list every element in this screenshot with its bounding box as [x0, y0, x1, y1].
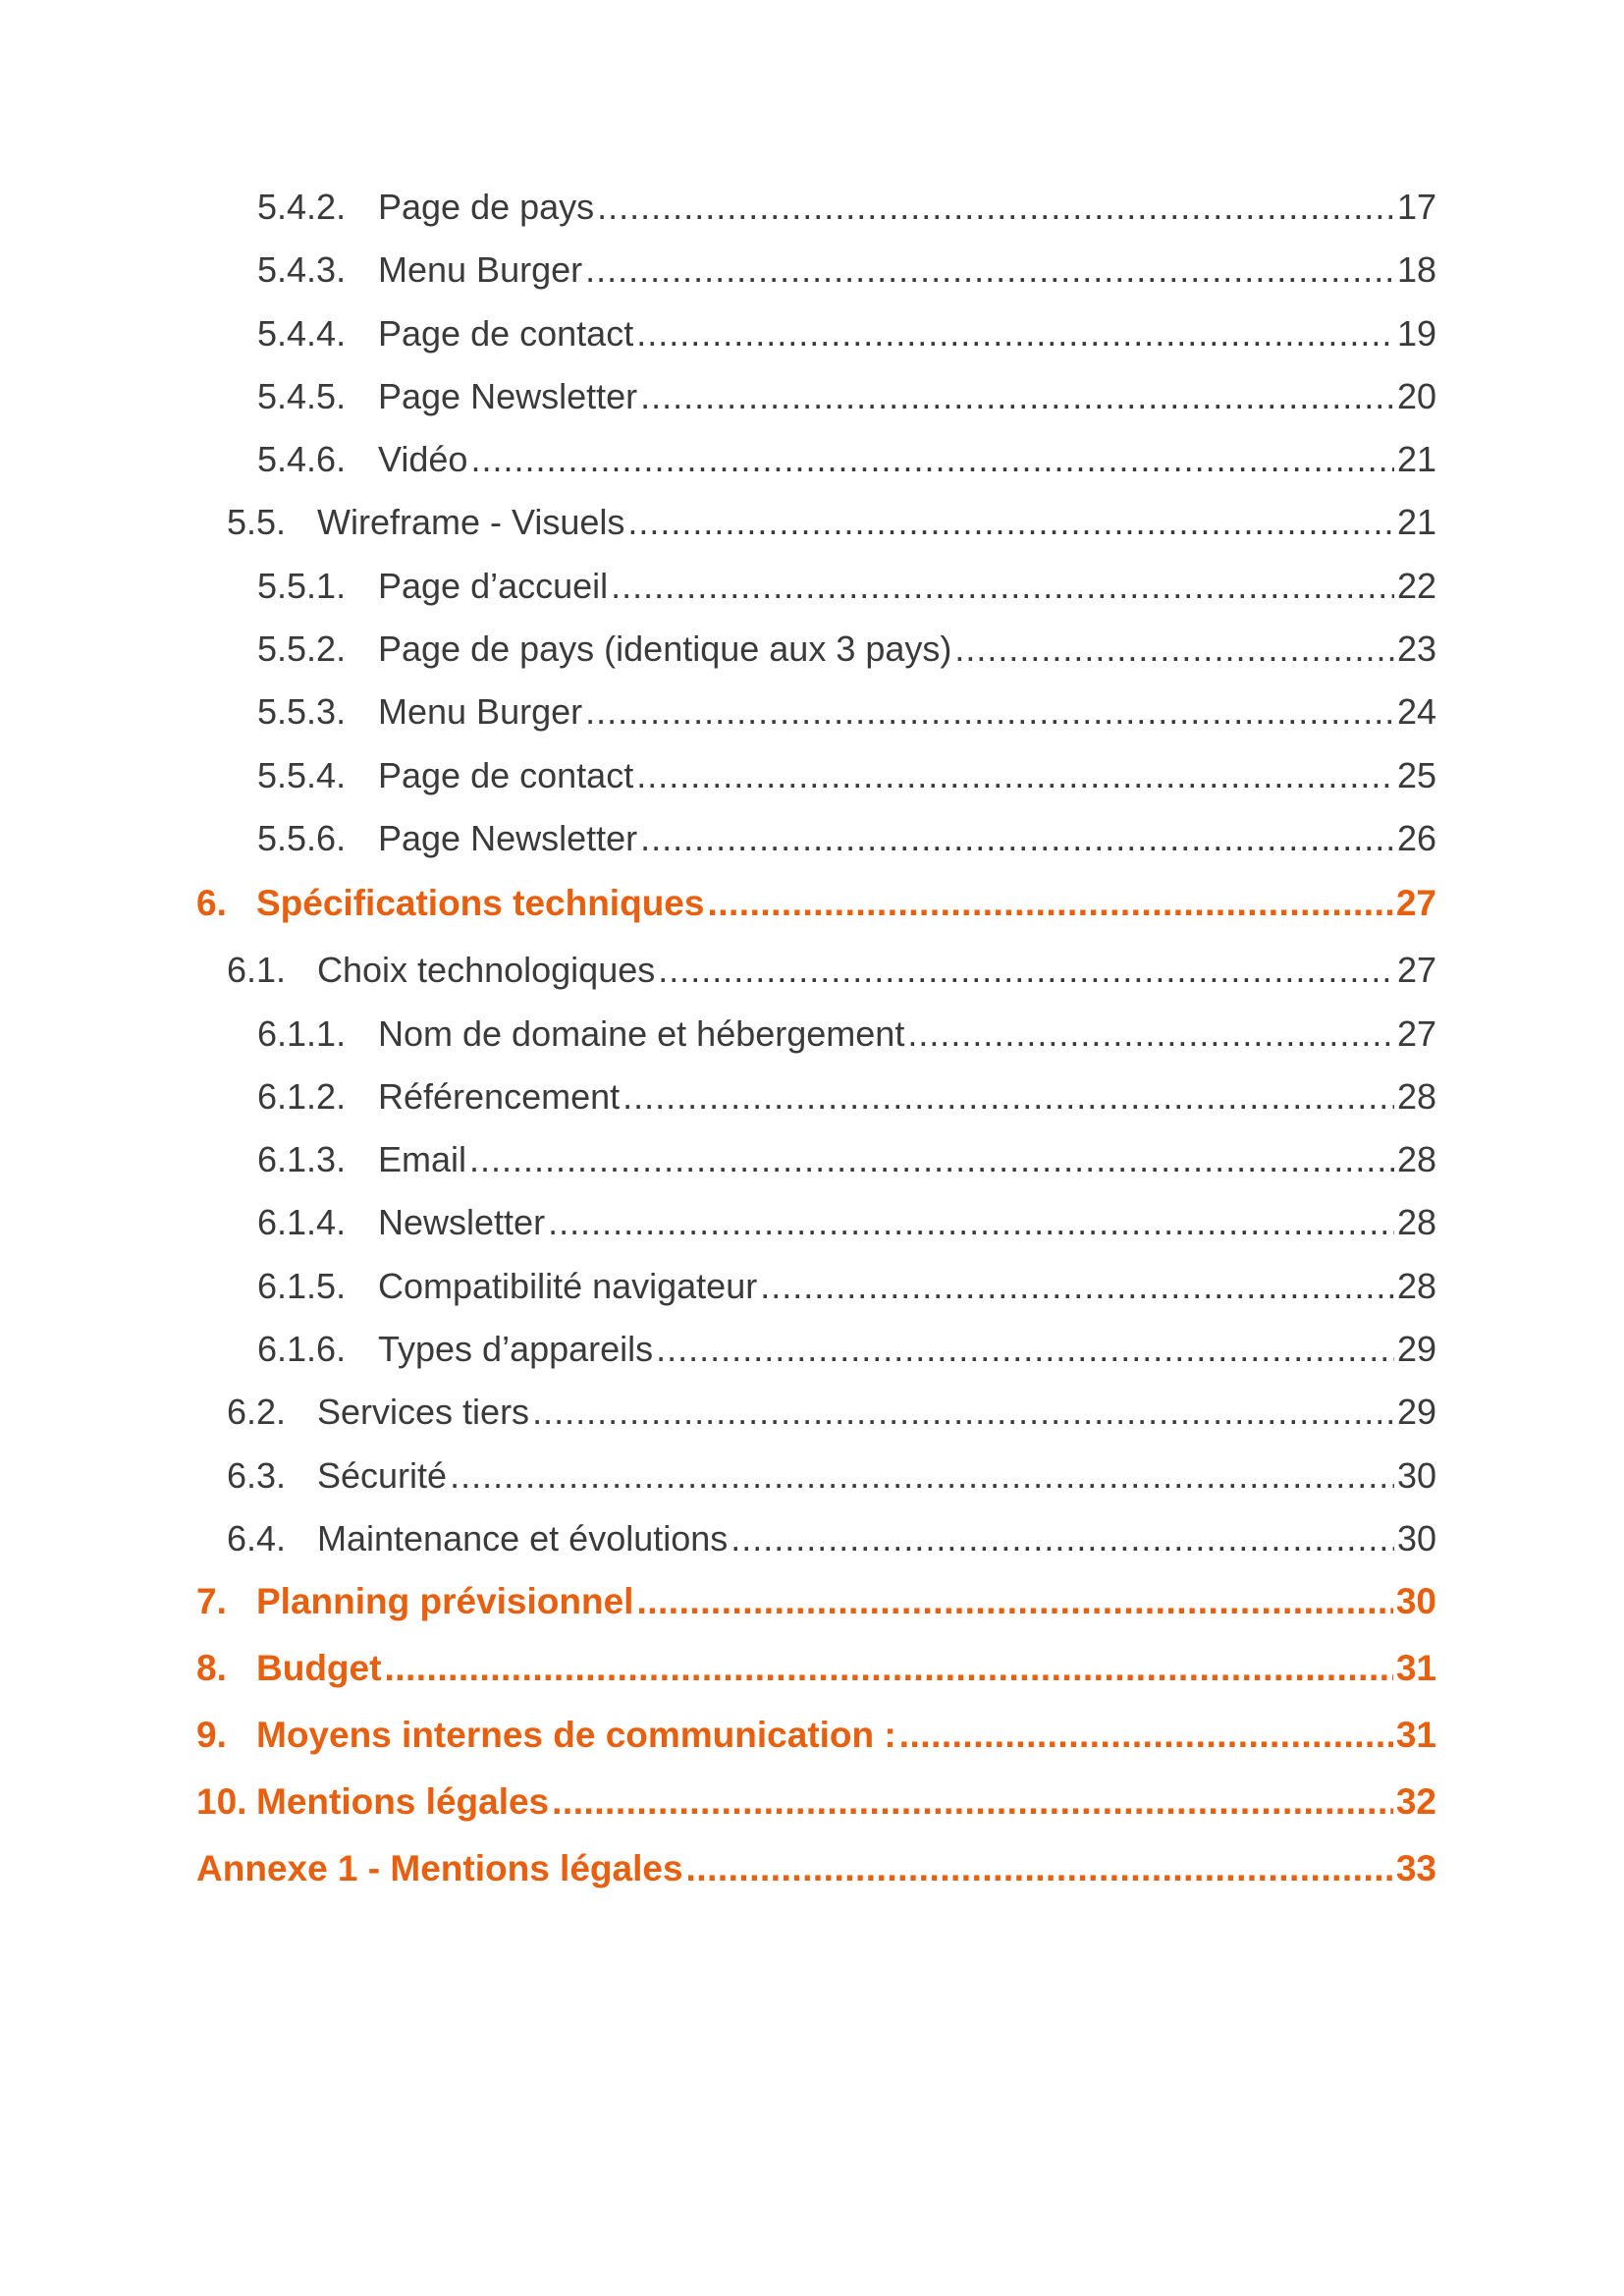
- toc-dot-leader: [899, 1715, 1393, 1756]
- toc-entry-number: 5.4.2.: [257, 187, 347, 227]
- toc-entry-page-number: 19: [1396, 312, 1436, 354]
- toc-entry-title: Choix technologiques: [317, 950, 656, 991]
- toc-entry-number: 8.: [196, 1648, 227, 1689]
- toc-entry-title: Page de contact: [378, 754, 634, 795]
- toc-entry-page-number: 22: [1396, 565, 1436, 606]
- toc-entry-title: Wireframe - Visuels: [317, 502, 625, 543]
- toc-entry-title: Page Newsletter: [378, 375, 638, 416]
- toc-entry[interactable]: [196, 1076, 1436, 1139]
- toc-entry-page-number: 30: [1396, 1517, 1436, 1558]
- toc-entry[interactable]: [196, 818, 1436, 881]
- toc-entry-number: 6.1.3.: [257, 1139, 347, 1180]
- toc-entry-number: 9.: [196, 1715, 227, 1756]
- toc-dot-leader: [636, 313, 1394, 355]
- toc-entry[interactable]: [196, 1329, 1436, 1392]
- toc-entry[interactable]: [196, 439, 1436, 502]
- toc-dot-leader: [627, 502, 1394, 543]
- toc-entry-title: Planning prévisionnel: [256, 1581, 634, 1622]
- toc-entry-title: Menu Burger: [378, 691, 583, 733]
- toc-entry-number: 6.4.: [227, 1517, 287, 1558]
- toc-dot-leader: [636, 1581, 1392, 1622]
- toc-entry-title: Page de contact: [378, 312, 634, 354]
- toc-entry-title: Mentions légales: [256, 1781, 550, 1823]
- toc-dot-leader: [623, 1076, 1394, 1118]
- toc-dot-leader: [552, 1781, 1393, 1823]
- toc-entry[interactable]: [196, 755, 1436, 818]
- toc-entry-title: Référencement: [378, 1075, 621, 1117]
- toc-entry-page-number: 28: [1396, 1139, 1436, 1180]
- toc-entry-page-number: 23: [1396, 629, 1436, 670]
- toc-entry-number: 5.5.: [227, 502, 287, 543]
- toc-entry-title: Page de pays: [378, 187, 595, 227]
- toc-entry-title: Page de pays (identique aux 3 pays): [378, 629, 952, 670]
- toc-entry[interactable]: [196, 1392, 1436, 1454]
- toc-entry-title: Nom de domaine et hébergement: [378, 1012, 905, 1054]
- toc-dot-leader: [469, 1139, 1394, 1180]
- toc-dot-leader: [611, 566, 1394, 607]
- toc-entry[interactable]: [196, 1781, 1436, 1848]
- toc-dot-leader: [597, 187, 1394, 228]
- toc-entry-number: 6.2.: [227, 1392, 287, 1433]
- toc-dot-leader: [640, 818, 1394, 859]
- toc-entry-page-number: 29: [1396, 1329, 1436, 1370]
- toc-dot-leader: [548, 1202, 1394, 1243]
- toc-entry-title: Annexe 1 - Mentions légales: [196, 1848, 683, 1889]
- toc-entry-number: 5.4.6.: [257, 439, 347, 480]
- toc-entry-number: 6.1.: [227, 950, 287, 991]
- toc-entry-number: 6.1.2.: [257, 1075, 347, 1117]
- toc-entry[interactable]: [196, 629, 1436, 691]
- toc-entry-title: Page d’accueil: [378, 565, 609, 606]
- toc-entry-title: Services tiers: [317, 1392, 530, 1433]
- toc-entry-number: 5.5.2.: [257, 629, 347, 670]
- toc-entry-number: 7.: [196, 1581, 227, 1622]
- toc-entry-page-number: 30: [1396, 1454, 1436, 1496]
- toc-entry[interactable]: [196, 502, 1436, 565]
- toc-dot-leader: [954, 629, 1394, 670]
- toc-entry-title: Types d’appareils: [378, 1329, 654, 1370]
- toc-entry[interactable]: [196, 1266, 1436, 1329]
- toc-entry[interactable]: [196, 1139, 1436, 1202]
- toc-dot-leader: [532, 1392, 1394, 1433]
- toc-dot-leader: [470, 439, 1394, 480]
- toc-entry-page-number: 28: [1396, 1265, 1436, 1306]
- toc-entry-page-number: 30: [1395, 1581, 1436, 1622]
- toc-entry[interactable]: [196, 883, 1436, 950]
- toc-entry-page-number: 26: [1396, 817, 1436, 858]
- toc-entry-page-number: 21: [1396, 439, 1436, 480]
- toc-entry[interactable]: [196, 187, 1436, 249]
- toc-entry-page-number: 27: [1396, 950, 1436, 991]
- toc-dot-leader: [658, 950, 1394, 991]
- toc-entry-page-number: 25: [1396, 754, 1436, 795]
- toc-entry-number: 5.4.3.: [257, 249, 347, 291]
- toc-entry-number: 6.1.4.: [257, 1202, 347, 1243]
- toc-entry-title: Newsletter: [378, 1202, 546, 1243]
- toc-entry-number: 6.1.5.: [257, 1265, 347, 1306]
- toc-dot-leader: [707, 883, 1392, 924]
- toc-entry-number: 6.1.1.: [257, 1012, 347, 1054]
- toc-entry-title: Page Newsletter: [378, 817, 638, 858]
- toc-entry[interactable]: [196, 1455, 1436, 1518]
- toc-entry-title: Moyens internes de communication :: [256, 1715, 896, 1756]
- toc-dot-leader: [585, 249, 1394, 291]
- toc-dot-leader: [450, 1455, 1394, 1497]
- toc-entry-page-number: 29: [1396, 1392, 1436, 1433]
- toc-dot-leader: [731, 1518, 1394, 1559]
- toc-entry[interactable]: [196, 1848, 1436, 1915]
- toc-entry-number: 5.5.3.: [257, 691, 347, 733]
- toc-dot-leader: [384, 1648, 1392, 1689]
- toc-dot-leader: [640, 376, 1394, 417]
- toc-entry-number: 10.: [196, 1781, 247, 1823]
- toc-entry[interactable]: [196, 376, 1436, 439]
- toc-dot-leader: [585, 691, 1394, 733]
- toc-entry-number: 5.5.4.: [257, 754, 347, 795]
- toc-entry-title: Vidéo: [378, 439, 468, 480]
- toc-entry-page-number: 28: [1396, 1075, 1436, 1117]
- toc-entry-page-number: 27: [1395, 883, 1436, 924]
- toc-entry[interactable]: [196, 1202, 1436, 1265]
- toc-dot-leader: [656, 1329, 1394, 1370]
- toc-entry-page-number: 20: [1396, 375, 1436, 416]
- toc-entry-title: Email: [378, 1139, 467, 1180]
- toc-entry-number: 5.5.1.: [257, 565, 347, 606]
- toc-entry-title: Menu Burger: [378, 249, 583, 291]
- toc-entry[interactable]: [196, 1715, 1436, 1781]
- toc-entry-page-number: 21: [1396, 502, 1436, 543]
- toc-entry[interactable]: [196, 566, 1436, 629]
- toc-entry-page-number: 33: [1395, 1848, 1436, 1889]
- toc-entry[interactable]: [196, 950, 1436, 1012]
- toc-entry-page-number: 17: [1396, 187, 1436, 227]
- toc-entry-title: Maintenance et évolutions: [317, 1517, 729, 1558]
- toc-entry[interactable]: [196, 1013, 1436, 1076]
- toc-dot-leader: [636, 755, 1394, 796]
- toc-entry-page-number: 24: [1396, 691, 1436, 733]
- toc-entry-number: 6.: [196, 883, 227, 924]
- toc-entry-title: Budget: [256, 1648, 382, 1689]
- toc-entry[interactable]: [196, 249, 1436, 312]
- toc-entry-title: Spécifications techniques: [256, 883, 705, 924]
- toc-entry-number: 5.4.5.: [257, 375, 347, 416]
- toc-entry-number: 5.5.6.: [257, 817, 347, 858]
- toc-entry[interactable]: [196, 313, 1436, 376]
- toc-entry-page-number: 31: [1395, 1648, 1436, 1689]
- toc-entry-number: 5.4.4.: [257, 312, 347, 354]
- toc-entry-title: Compatibilité navigateur: [378, 1265, 758, 1306]
- toc-entry-page-number: 31: [1395, 1715, 1436, 1756]
- toc-entry-page-number: 18: [1396, 249, 1436, 291]
- toc-entry[interactable]: [196, 1648, 1436, 1715]
- toc-dot-leader: [686, 1848, 1393, 1889]
- table-of-contents: [196, 187, 1436, 1915]
- toc-dot-leader: [907, 1013, 1394, 1055]
- toc-entry[interactable]: [196, 1581, 1436, 1648]
- toc-entry-page-number: 28: [1396, 1202, 1436, 1243]
- toc-entry-title: Sécurité: [317, 1454, 448, 1496]
- toc-entry-number: 6.3.: [227, 1454, 287, 1496]
- toc-entry-page-number: 32: [1395, 1781, 1436, 1823]
- toc-entry[interactable]: [196, 1518, 1436, 1581]
- toc-dot-leader: [760, 1266, 1394, 1307]
- toc-entry[interactable]: [196, 691, 1436, 754]
- toc-entry-page-number: 27: [1396, 1012, 1436, 1054]
- toc-entry-number: 6.1.6.: [257, 1329, 347, 1370]
